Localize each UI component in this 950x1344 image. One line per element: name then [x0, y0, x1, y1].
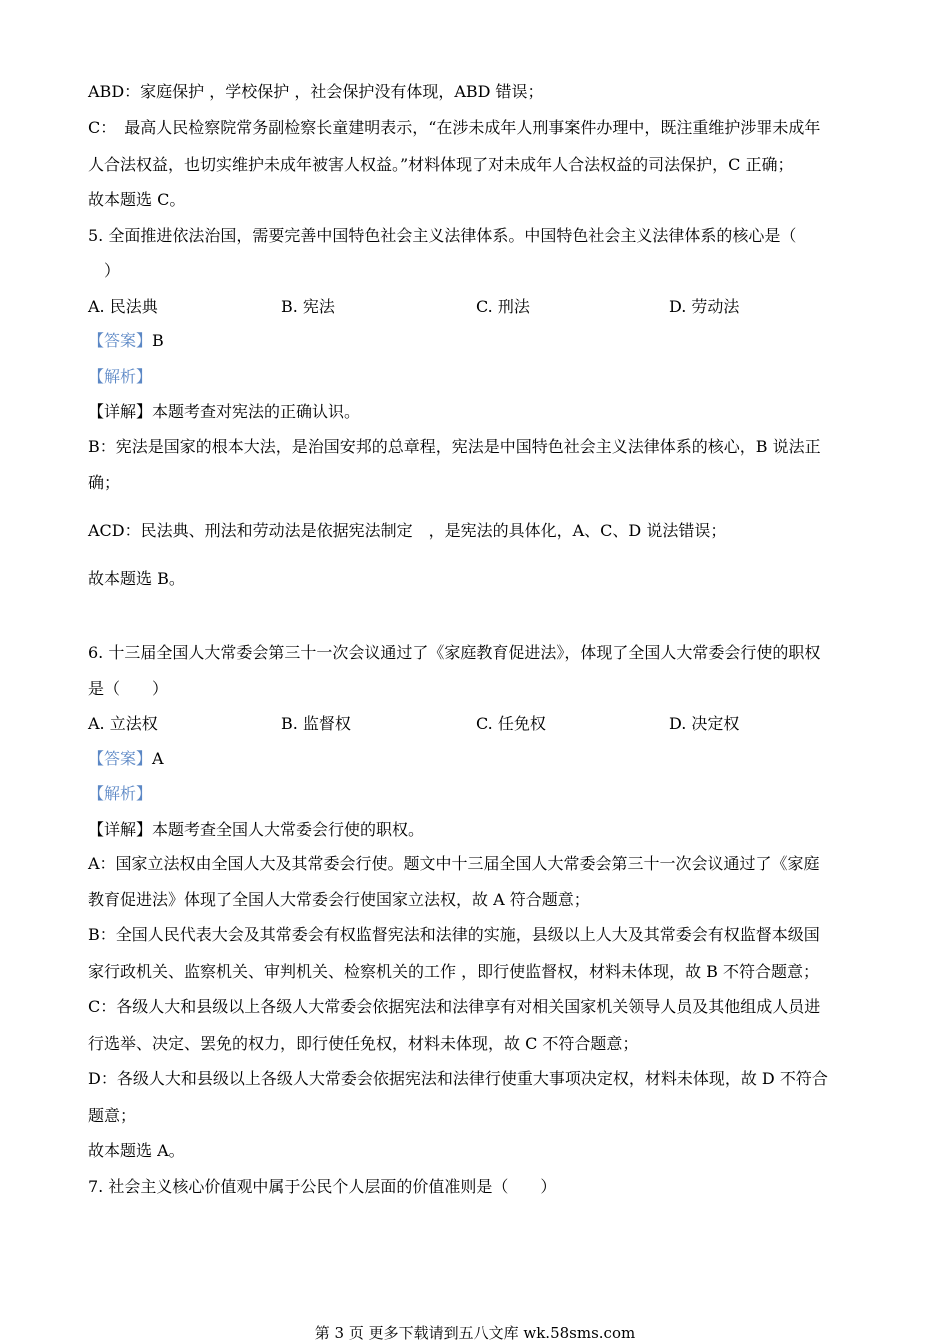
q5-answer-value: B — [152, 331, 164, 350]
q6-conclusion: 故本题选 A。 — [88, 1141, 185, 1160]
q5-acd-line: ACD：民法典、刑法和劳动法是依据宪法制定 ，是宪法的具体化，A、C、D 说法错误； — [88, 521, 727, 540]
q6-answer-value: A — [152, 749, 164, 768]
q6-option-c: C. 任免权 — [476, 714, 546, 733]
prev-abd-line: ABD：家庭保护 ，学校保护 ，社会保护没有体现，ABD 错误； — [88, 82, 544, 101]
q6-c-line-2: 行选举、决定、罢免的权力，即行使任免权，材料未体现，故 C 不符合题意； — [88, 1034, 639, 1053]
q6-b-line-1: B：全国人民代表大会及其常委会有权监督宪法和法律的实施，县级以上人大及其常委会有权监督本级国 — [88, 925, 820, 944]
q5-detail: 【详解】本题考查对宪法的正确认识。 — [88, 402, 361, 421]
q5-option-b: B. 宪法 — [281, 297, 335, 316]
q5-analysis-tag: 【解析】 — [88, 367, 153, 386]
q5-b-line-2: 确； — [88, 473, 121, 492]
q6-a-line-2: 教育促进法》体现了全国人大常委会行使国家立法权，故 A 符合题意； — [88, 890, 590, 909]
prev-conclusion: 故本题选 C。 — [88, 190, 186, 209]
q5-option-d: D. 劳动法 — [669, 297, 740, 316]
q6-option-a: A. 立法权 — [88, 714, 158, 733]
q5-option-a: A. 民法典 — [88, 297, 158, 316]
q6-stem-line-2: 是（ ） — [88, 679, 169, 698]
q5-b-line-1: B：宪法是国家的根本大法，是治国安邦的总章程，宪法是中国特色社会主义法律体系的核心，B 说法正 — [88, 437, 821, 456]
q6-answer-tag: 【答案】 — [88, 749, 153, 768]
q6-d-line-2: 题意； — [88, 1106, 137, 1125]
q6-a-line-1: A：国家立法权由全国人大及其常委会行使。题文中十三届全国人大常委会第三十一次会议通过了《家庭 — [88, 854, 820, 873]
q5-conclusion: 故本题选 B。 — [88, 569, 185, 588]
q6-detail: 【详解】本题考查全国人大常委会行使的职权。 — [88, 820, 425, 839]
prev-c-line-1: C： 最高人民检察院常务副检察长童建明表示，“在涉未成年人刑事案件办理中，既注重维护涉罪未成年 — [88, 118, 821, 137]
q5-answer — [88, 331, 863, 351]
q6-stem-line-1: 6. 十三届全国人大常委会第三十一次会议通过了《家庭教育促进法》，体现了全国人大常委会行使的职权 — [88, 643, 821, 662]
q5-answer-tag: 【答案】 — [88, 331, 153, 350]
q6-b-line-2: 家行政机关、监察机关、审判机关、检察机关的工作 ，即行使监督权，材料未体现，故 B 不符合题意； — [88, 962, 820, 981]
q6-c-line-1: C：各级人大和县级以上各级人大常委会依据宪法和法律享有对相关国家机关领导人员及其他组成人员进 — [88, 997, 821, 1016]
q7-stem: 7. 社会主义核心价值观中属于公民个人层面的价值准则是（ ） — [88, 1177, 557, 1196]
q6-option-d: D. 决定权 — [669, 714, 740, 733]
prev-c-line-2: 人合法权益，也切实维护未成年被害人权益。”材料体现了对未成年人合法权益的司法保护，C 正确； — [88, 155, 794, 174]
q6-option-b: B. 监督权 — [281, 714, 351, 733]
page-footer: 第 3 页 更多下载请到五八文库 wk.58sms.com — [314, 1324, 636, 1342]
q5-option-c: C. 刑法 — [476, 297, 530, 316]
q6-analysis-tag: 【解析】 — [88, 784, 153, 803]
q5-stem-line-2: ） — [104, 261, 121, 280]
q6-d-line-1: D：各级人大和县级以上各级人大常委会依据宪法和法律行使重大事项决定权，材料未体现，故 D 不符合 — [88, 1069, 828, 1088]
q6-answer — [88, 749, 863, 769]
q5-stem-line-1: 5. 全面推进依法治国，需要完善中国特色社会主义法律体系。中国特色社会主义法律体系的核心是（ — [88, 226, 797, 245]
